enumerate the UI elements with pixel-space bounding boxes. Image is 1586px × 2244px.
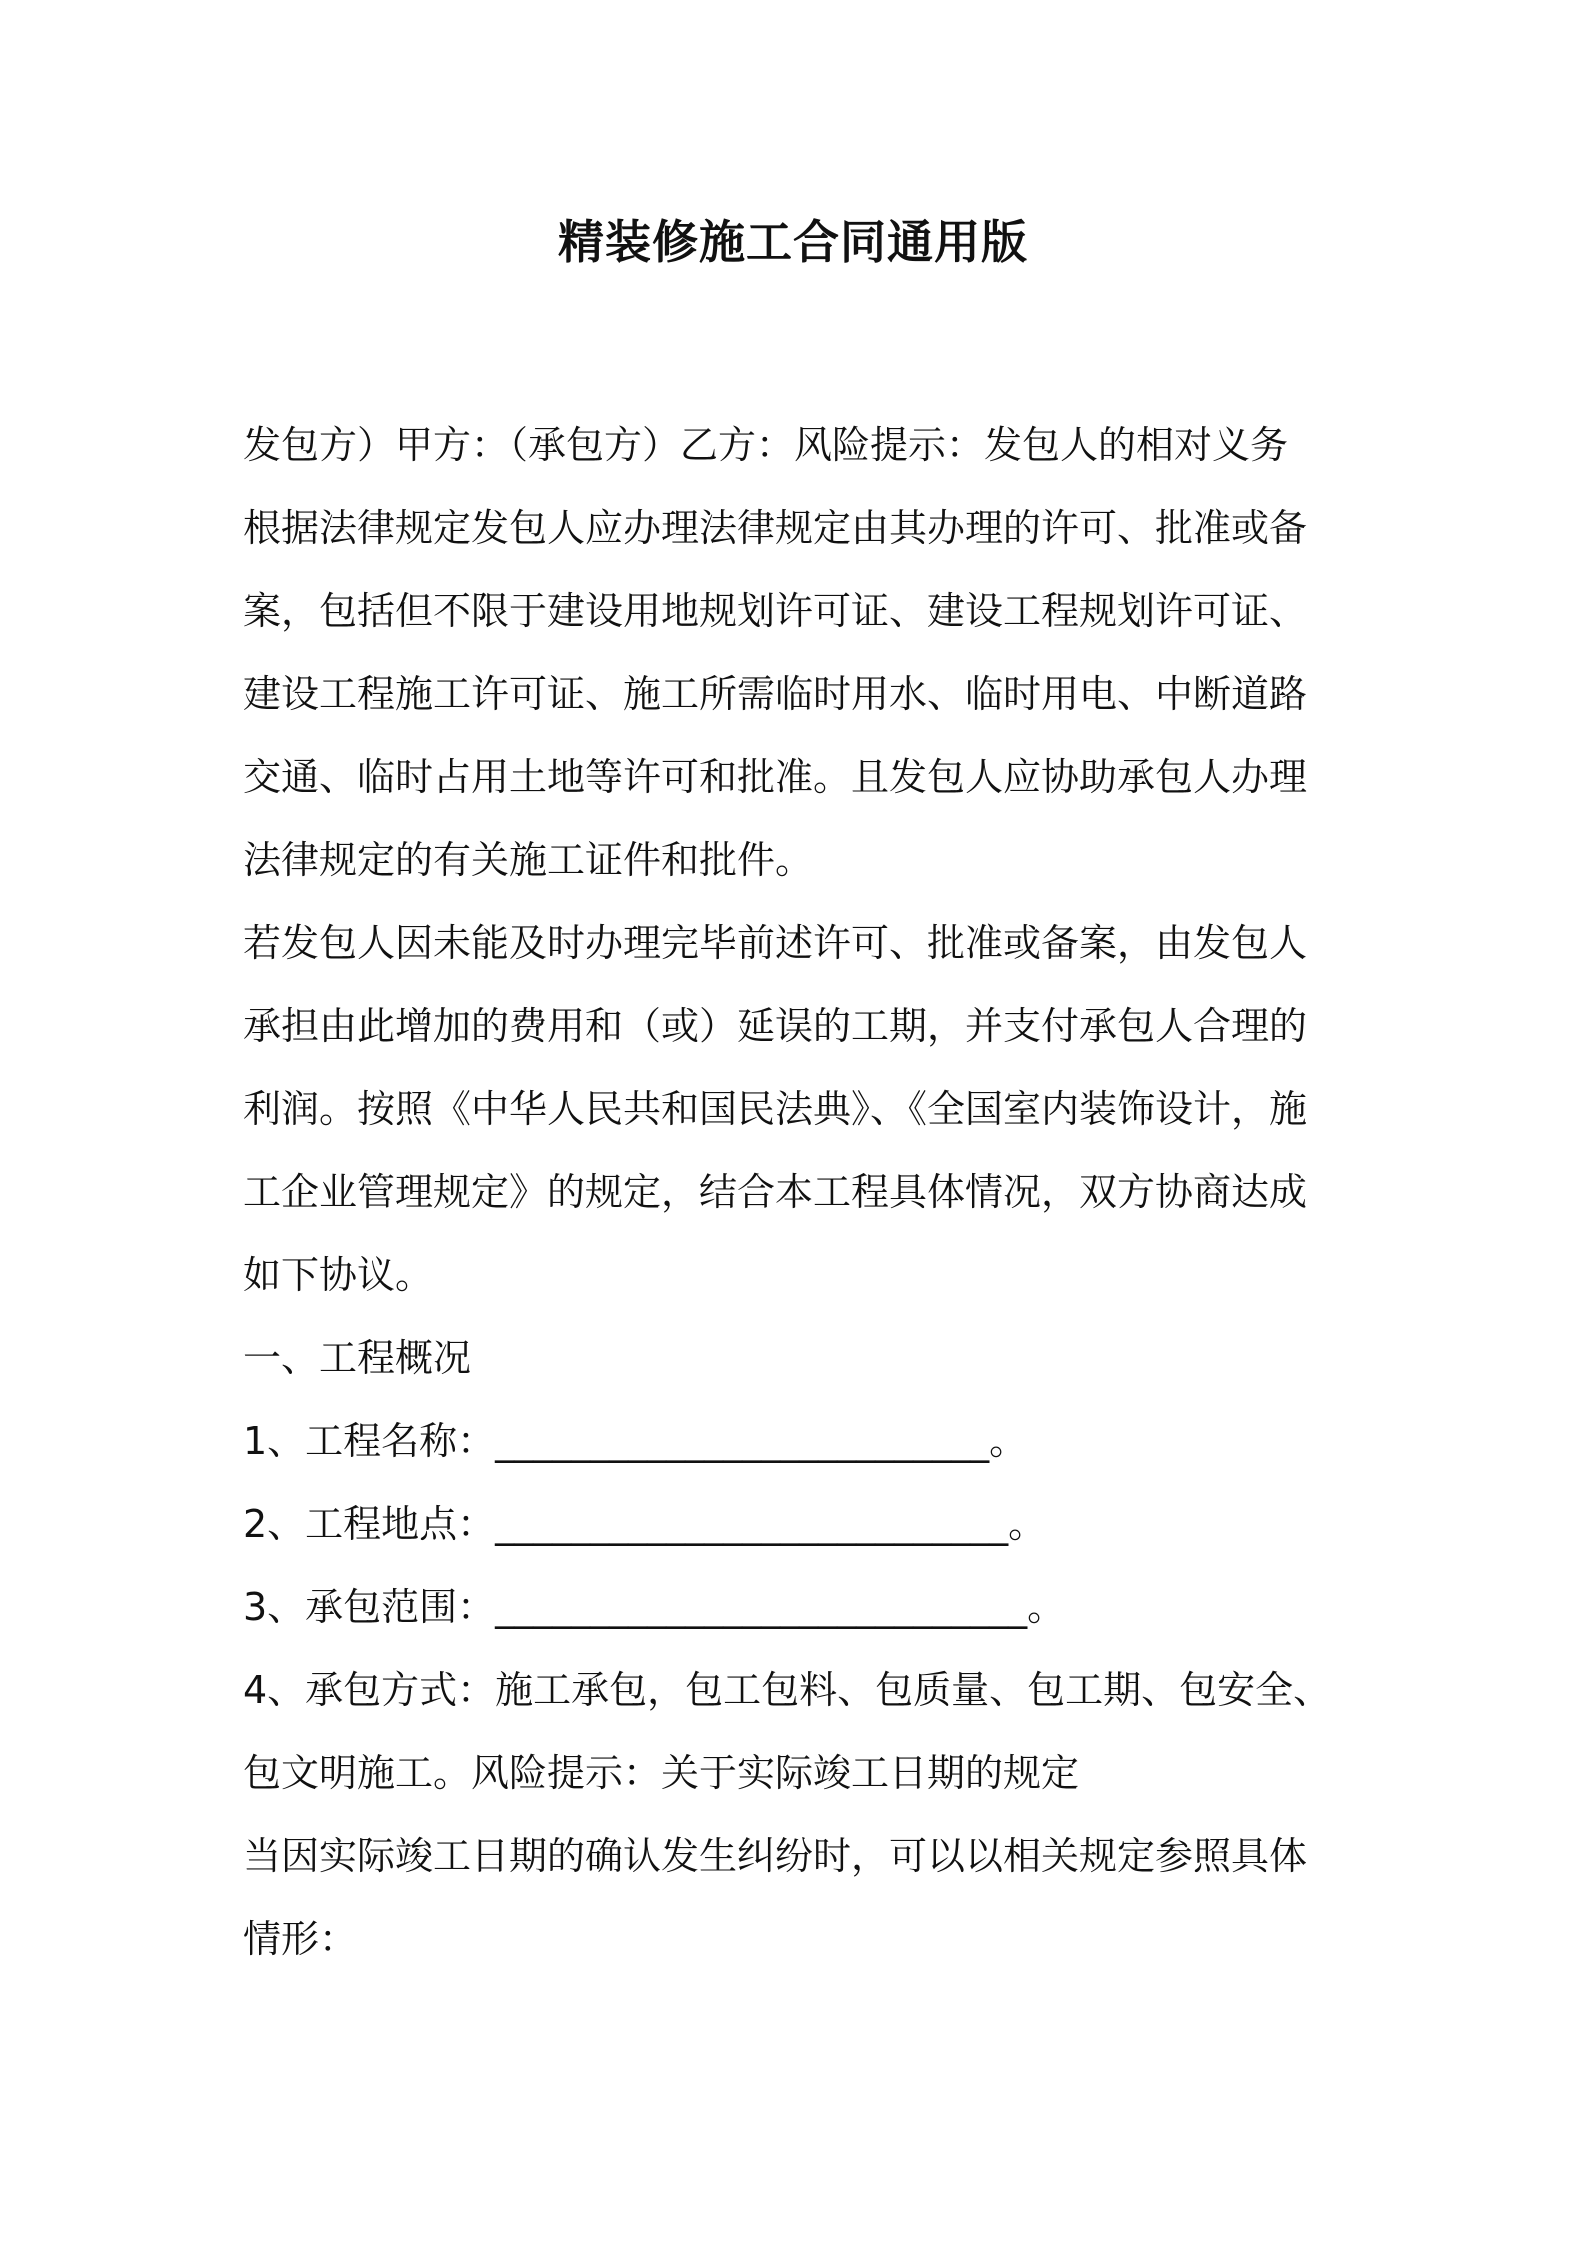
document-body	[243, 404, 1363, 1981]
body-line-8: 承担由此增加的费用和（或）延误的工期，并支付承包人合理的	[243, 1004, 1308, 1048]
body-line-18: 当因实际竣工日期的确认发生纠纷时，可以以相关规定参照具体	[243, 1834, 1308, 1878]
body-line-10: 工企业管理规定》的规定，结合本工程具体情况，双方协商达成	[243, 1170, 1308, 1214]
body-line-4: 建设工程施工许可证、施工所需临时用水、临时用电、中断道路	[243, 672, 1308, 716]
document-title: 精装修施工合同通用版	[558, 215, 1028, 269]
project-location-field: 2、工程地点：___________________________。	[243, 1502, 1047, 1546]
body-line-3: 案，包括但不限于建设用地规划许可证、建设工程规划许可证、	[243, 589, 1308, 633]
contract-scope-field: 3、承包范围：____________________________。	[243, 1585, 1066, 1629]
project-name-field: 1、工程名称：__________________________。	[243, 1419, 1028, 1463]
body-line-7: 若发包人因未能及时办理完毕前述许可、批准或备案，由发包人	[243, 921, 1308, 965]
body-line-1: 发包方）甲方：（承包方）乙方：风险提示：发包人的相对义务	[243, 423, 1289, 467]
body-line-9: 利润。按照《中华人民共和国民法典》、《全国室内装饰设计，施	[243, 1087, 1308, 1131]
body-line-11: 如下协议。	[243, 1253, 434, 1297]
body-line-2: 根据法律规定发包人应办理法律规定由其办理的许可、批准或备	[243, 506, 1308, 550]
body-line-5: 交通、临时占用土地等许可和批准。且发包人应协助承包人办理	[243, 755, 1308, 799]
contract-method-line: 4、承包方式：施工承包，包工包料、包质量、包工期、包安全、	[243, 1668, 1332, 1712]
body-line-17: 包文明施工。风险提示：关于实际竣工日期的规定	[243, 1751, 1080, 1795]
section-heading-project-overview: 一、工程概况	[243, 1336, 472, 1380]
body-line-6: 法律规定的有关施工证件和批件。	[243, 838, 814, 882]
body-line-19: 情形：	[243, 1917, 358, 1961]
